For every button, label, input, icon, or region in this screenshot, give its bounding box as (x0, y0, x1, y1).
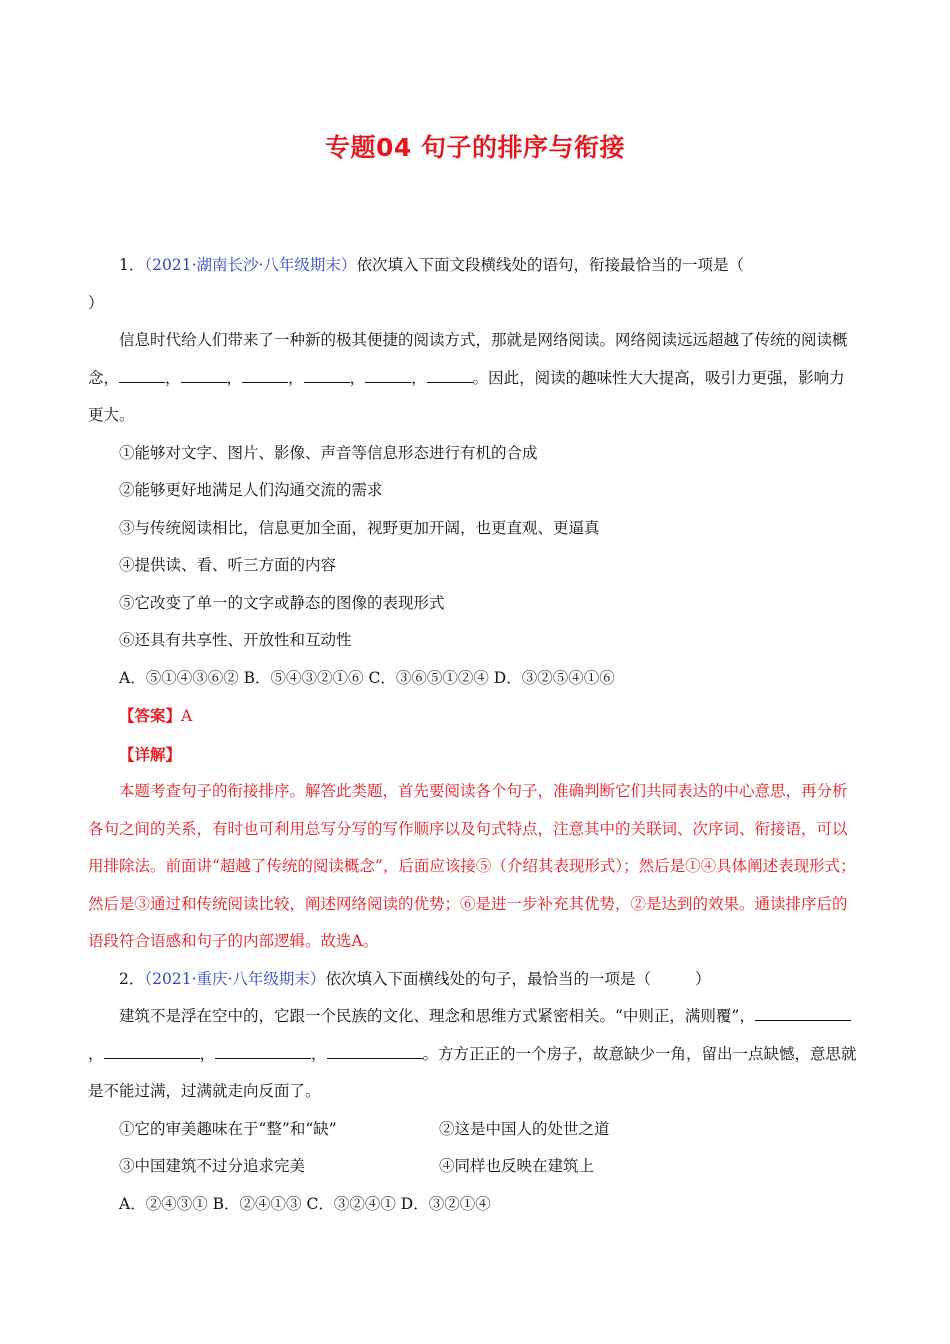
sentence-item: ⑥还具有共享性、开放性和互动性 (119, 631, 352, 649)
sentence-item: ④提供读、看、听三方面的内容 (119, 556, 337, 574)
option-d: D．③②①④ (400, 1194, 491, 1213)
sentence-row (88, 1111, 860, 1149)
answer-options (88, 1186, 860, 1224)
answer-blank (104, 1040, 200, 1059)
separator: ， (311, 1044, 327, 1063)
passage-text: 建筑不是浮在空中的，它跟一个民族的文化、理念和思维方式紧密相关。“中则正，满则覆”， (119, 1007, 755, 1025)
separator: ， (199, 1044, 216, 1063)
answer-blank (181, 364, 227, 383)
question-number: 1． (119, 256, 145, 274)
separator: ， (288, 368, 304, 387)
passage-text: 信息时代给人们带来了一种新的极其便捷的阅读方式，那就是网络阅读。网络阅读远远超越了传统的阅读概念， (88, 331, 848, 387)
document-body (88, 247, 860, 1223)
question-1-stem (88, 247, 860, 322)
separator: ， (349, 368, 366, 387)
detail-label: 【详解】 (119, 744, 182, 764)
answer-blank (327, 1040, 423, 1059)
sentence-item: ④同样也反映在建筑上 (439, 1157, 595, 1175)
separator: ， (226, 368, 243, 387)
passage-text: 。因此，阅读的趣味性大大提高，吸引力更强，影响力更大。 (88, 368, 845, 424)
question-source: （2021·湖南长沙·八年级期末） (144, 256, 357, 274)
option-d: D．③②⑤④①⑥ (493, 668, 615, 687)
question-text: 依次填入下面横线处的句子，最恰当的一项是（ (325, 969, 651, 988)
option-c: C．③⑥⑤①②④ (368, 668, 489, 687)
page-title: 专题04 句子的排序与衔接 (325, 133, 625, 162)
sentence-item: ①它的审美趣味在于“整”和“缺” (119, 1119, 337, 1138)
option-c: C．③②④① (306, 1194, 396, 1213)
question-paren-close: ） (694, 969, 711, 988)
answer-label: 【答案】 (119, 706, 182, 725)
answer-blank (215, 1040, 311, 1059)
option-b: B．⑤④③②①⑥ (243, 668, 364, 687)
answer-line (88, 697, 860, 736)
sentence-item: ①能够对文字、图片、影像、声音等信息形态进行有机的合成 (119, 443, 538, 462)
sentence-item: ②能够更好地满足人们沟通交流的需求 (119, 481, 383, 499)
answer-options (88, 660, 860, 698)
detail-text: 本题考查句子的衔接排序。解答此类题，首先要阅读各个句子，准确判断它们共同表达的中心意思，再分析各句之间的关系，有时也可利用总写分写的写作顺序以及句式特点，注意其中的关联词、次序词、衔接语，可以用排除法。前面讲“超越了传统的阅读概念”，后面应该接⑤（介绍其表现形式）；然后是①④具体阐述表现形式；然后是③通过和传统阅读比较，阐述网络阅读的优势；⑥是进一步补充其优势，②是达到的效果。通读排序后的语段符合语感和句子的内部逻辑。故选A。 (88, 782, 856, 950)
passage-text: 。方方正正的一个房子，故意缺少一角，留出一点缺憾，意思就是不能过满，过满就走向反面了。 (88, 1044, 857, 1100)
sentence-item: ⑤它改变了单一的文字或静态的图像的表现形式 (119, 593, 445, 612)
answer-blank (119, 364, 165, 383)
answer-blank (304, 364, 350, 383)
question-1-passage (88, 322, 860, 435)
question-paren-close: ） (88, 293, 104, 312)
separator: ， (165, 368, 181, 387)
sentence-row (88, 1148, 860, 1186)
separator: ， (411, 368, 427, 387)
answer-blank (365, 364, 411, 383)
question-text: 依次填入下面文段横线处的语句，衔接最恰当的一项是（ (356, 256, 744, 274)
question-2-passage (88, 998, 860, 1111)
sentence-item: ③中国建筑不过分追求完美 (119, 1157, 306, 1175)
separator: ， (88, 1044, 104, 1063)
question-source: （2021·重庆·八年级期末） (144, 969, 326, 988)
answer-value: A (181, 707, 193, 725)
sentence-item: ③与传统阅读相比，信息更加全面，视野更加开阔，也更直观、更逼真 (119, 518, 600, 537)
answer-blank (755, 1002, 851, 1021)
option-a: A．②④③① (119, 1194, 208, 1213)
answer-blank (427, 364, 473, 383)
option-a: A．⑤①④③⑥② (119, 668, 244, 687)
question-2-stem (88, 961, 860, 999)
option-b: B．②④①③ (212, 1194, 302, 1213)
sentence-item: ②这是中国人的处世之道 (439, 1119, 610, 1138)
question-number: 2． (119, 969, 145, 988)
answer-blank (242, 364, 288, 383)
